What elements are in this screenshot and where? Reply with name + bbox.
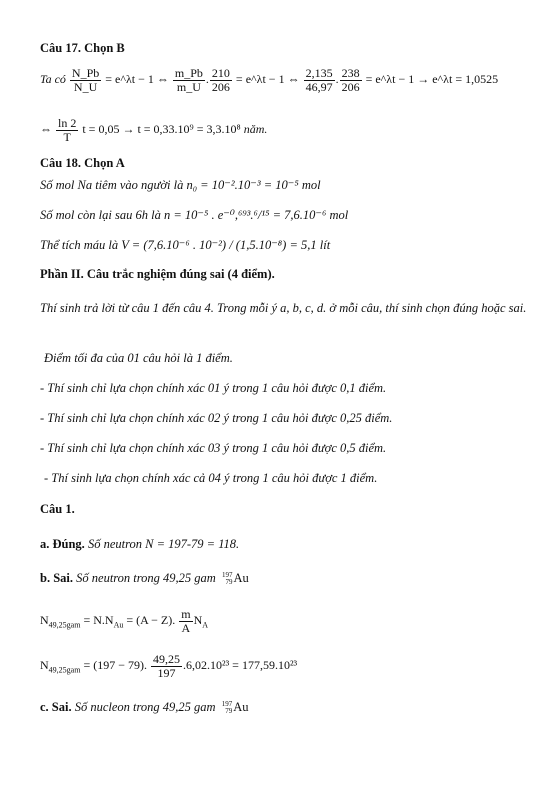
frac-den: N_U [73, 79, 98, 94]
part2-rule-2: - Thí sinh chỉ lựa chọn chính xác 02 ý trong 1 câu hỏi được 0,25 điểm. [40, 411, 393, 425]
part2-max-points: Điểm tối đa của 01 câu hỏi là 1 điểm. [44, 351, 233, 365]
frac-den: T [63, 129, 71, 144]
frac-den: A [181, 620, 191, 635]
q17-eq1-rest: = e^λt − 1 ⇔ [105, 72, 169, 86]
part2-intro: Thí sinh trả lời từ câu 1 đến câu 4. Trong mỗi ý a, b, c, d. ở mỗi câu, thí sinh chọn đúng hoặc sai. [40, 301, 527, 315]
fraction-210-206 [210, 67, 232, 94]
fraction-238-206 [340, 67, 362, 94]
c1-c-label: c. Sai. [40, 700, 72, 714]
c1-formula-2 [40, 650, 527, 685]
formula1-end-subscript: A [202, 620, 209, 630]
c1-b-label: b. Sai. [40, 571, 74, 585]
frac-den: 197 [157, 665, 176, 680]
frac-num: N_Pb [71, 65, 100, 80]
frac-num: ln 2 [58, 115, 77, 130]
frac-num: 49,25 [152, 651, 180, 666]
formula2-rest: = (197 − 79). [83, 658, 147, 672]
isotope-atomic-number: 79 [225, 707, 233, 716]
c1-b-text: Số neutron trong 49,25 gam [76, 571, 216, 585]
fraction-ln2-t [56, 117, 78, 144]
isotope-notation [222, 701, 233, 715]
frac-num: 238 [341, 65, 360, 80]
frac-num: m [181, 606, 191, 621]
formula1-symbol: N [40, 613, 49, 627]
q18-line-2: Số mol còn lại sau 6h là n = 10⁻⁵ . e⁻⁰,⁶⁹³.⁶/¹⁵ = 7,6.10⁻⁶ mol [40, 208, 349, 222]
frac-den: 46,97 [305, 79, 333, 94]
q17-eq2-unit: năm. [243, 122, 268, 136]
q18-line-1: Số mol Na tiêm vào người là n₀ = 10⁻².10⁻³ = 10⁻⁵ mol [40, 178, 321, 192]
frac-den: 206 [341, 79, 360, 94]
c1-item-b [40, 568, 527, 588]
q18-heading: Câu 18. Chọn A [40, 156, 125, 170]
formula1-subscript: 49,25gam [48, 620, 81, 630]
formula1-tail: = (A − Z). [126, 613, 176, 627]
q17-heading: Câu 17. Chọn B [40, 41, 125, 55]
c1-heading: Câu 1. [40, 502, 75, 516]
frac-num: 210 [211, 65, 230, 80]
frac-num: m_Pb [174, 65, 203, 80]
fraction-mpb-mu [173, 67, 205, 94]
fraction-npb-nu [70, 67, 101, 94]
q17-equation-2: ⇔ $\frac{\ln 2}{T}$ t = 0,05 → t = 0,33.10⁹ = 3,3.10⁸ năm. [40, 115, 268, 144]
q17-eq2-rest: t = 0,05 → t = 0,33.10⁹ = 3,3.10⁸ [82, 122, 241, 136]
formula2-symbol: N [40, 658, 49, 672]
isotope-mass-number: 197 [221, 700, 233, 709]
formula2-tail: .6,02.10²³ = 177,59.10²³ [182, 658, 298, 672]
q17-eq1-part4: = e^λt − 1 → e^λt = 1,0525 [365, 72, 499, 86]
c1-item-a [40, 536, 527, 552]
c1-c-text: Số nucleon trong 49,25 gam [74, 700, 216, 714]
formula2-subscript: 49,25gam [48, 665, 81, 675]
frac-num: 2,135 [305, 65, 333, 80]
frac-den: m_U [176, 79, 201, 94]
q18-line-3: Thể tích máu là V = (7,6.10⁻⁶ . 10⁻²) / (1,5.10⁻⁸) = 5,1 lít [40, 238, 331, 252]
q17-eq1-prefix: Ta có [40, 72, 66, 86]
formula1-rest: = N.N [83, 613, 114, 627]
fraction-2135-4697 [304, 67, 335, 94]
c1-item-c [40, 697, 527, 717]
part2-rule-3: - Thí sinh chỉ lựa chọn chính xác 03 ý trong 1 câu hỏi được 0,5 điểm. [40, 441, 387, 455]
isotope-symbol: Au [233, 700, 249, 714]
part2-heading: Phần II. Câu trắc nghiệm đúng sai (4 điểm). [40, 267, 275, 281]
q17-equation-1: Ta có $\frac{N\_Pb}{N\_U}$ = e^λt − 1 ⇔ $\frac{m\_Pb}{m\_U}$ . $\frac{210}{206}$ = e^λt − 1 ⇔ $\frac{2,135}{46,97}$ . $\frac{238}{206}$ = e^λt − 1 → e^λt = 1,0525 [40, 65, 499, 94]
c1-formula-1 [40, 605, 527, 640]
isotope-mass-number: 197 [221, 571, 233, 580]
isotope-notation [222, 572, 233, 586]
isotope-symbol: Au [233, 571, 249, 585]
fraction-m-a [179, 608, 192, 635]
formula1-end: N [193, 613, 203, 627]
q17-eq1-part3: = e^λt − 1 ⇔ [235, 72, 300, 86]
c1-a-label: a. Đúng. [40, 537, 85, 551]
formula1-subscript-2: Au [113, 620, 124, 630]
isotope-atomic-number: 79 [225, 578, 233, 587]
frac-den: 206 [211, 79, 230, 94]
part2-rule-1: - Thí sinh chỉ lựa chọn chính xác 01 ý trong 1 câu hỏi được 0,1 điểm. [40, 381, 387, 395]
part2-rule-4: - Thí sinh lựa chọn chính xác cả 04 ý trong 1 câu hỏi được 1 điểm. [44, 471, 378, 485]
fraction-4925-197 [151, 653, 182, 680]
c1-a-text: Số neutron N = 197-79 = 118. [87, 537, 240, 551]
